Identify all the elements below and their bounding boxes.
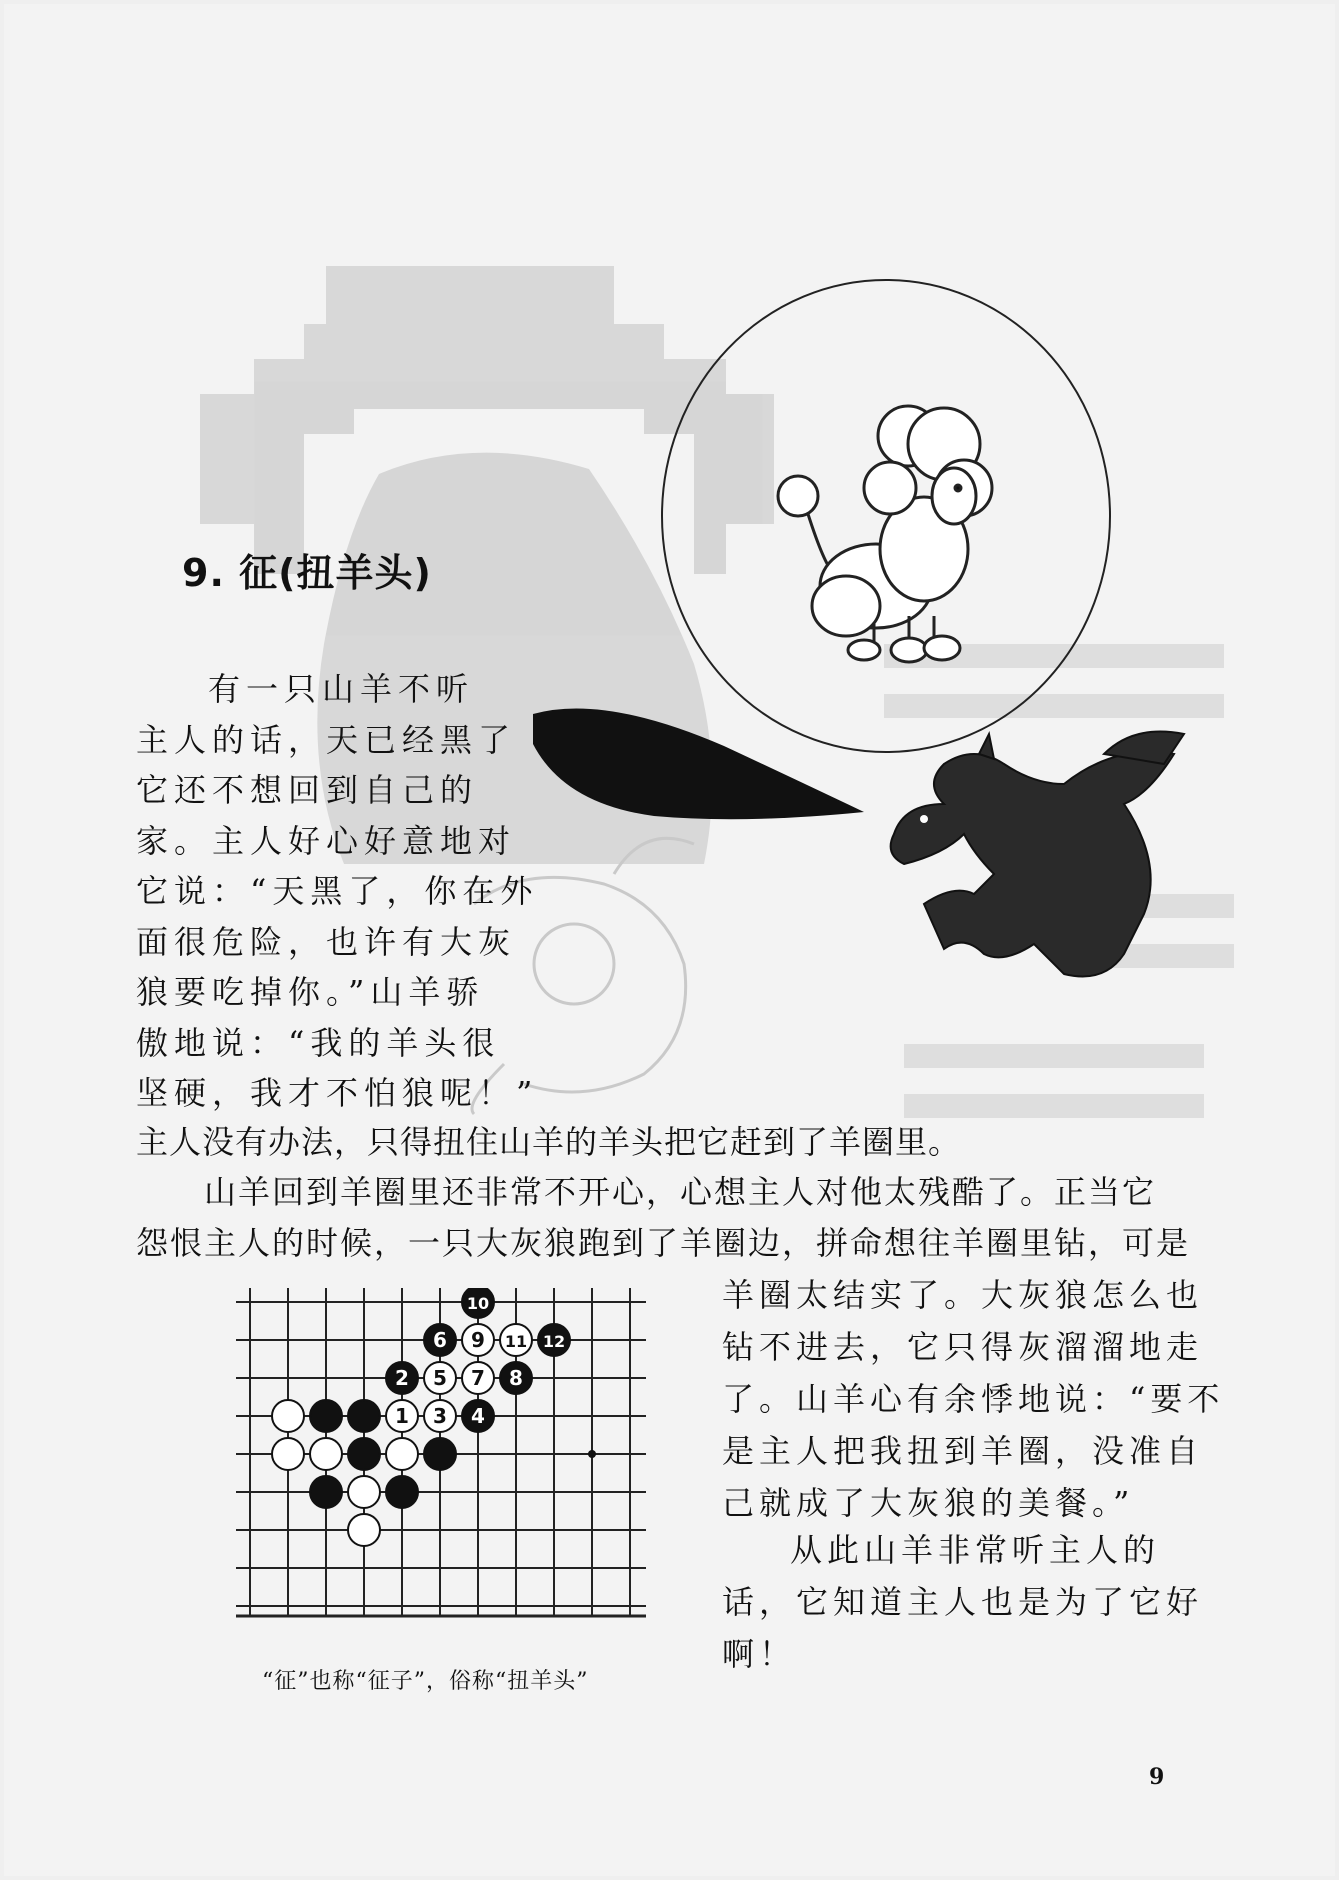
- black-stone: [386, 1362, 418, 1394]
- move-number: 9: [471, 1328, 485, 1352]
- diagram-caption: “征”也称“征子”，俗称“扭羊头”: [262, 1669, 589, 1694]
- section-heading: 9. 征(扭羊头): [182, 551, 432, 595]
- black-stone: [424, 1324, 456, 1356]
- white-stone: [462, 1324, 494, 1356]
- text-line: 了。山羊心有余悸地说：“要不: [722, 1380, 1225, 1418]
- text-line: 羊圈太结实了。大灰狼怎么也: [722, 1276, 1204, 1314]
- move-number: 4: [471, 1404, 485, 1428]
- black-stone: [348, 1400, 380, 1432]
- story-paragraph-2: [136, 1167, 1190, 1268]
- text-line: 话，它知道主人也是为了它好: [722, 1583, 1204, 1621]
- story-paragraph-1-end: [136, 1117, 961, 1168]
- white-stone: [500, 1324, 532, 1356]
- black-stone: [462, 1400, 494, 1432]
- move-number: 10: [466, 1294, 490, 1313]
- story-paragraph-4: [722, 1524, 1203, 1680]
- black-stone: [348, 1438, 380, 1470]
- move-number: 5: [433, 1366, 447, 1390]
- wolf-icon: [891, 732, 1184, 977]
- text-line: 家。主人好心好意地对: [136, 821, 517, 860]
- black-stone: [500, 1362, 532, 1394]
- black-stone: [310, 1476, 342, 1508]
- black-stone: [310, 1400, 342, 1432]
- text-line: 山羊回到羊圈里还非常不开心，心想主人对他太残酷了。正当它: [204, 1173, 1157, 1211]
- white-stone: [348, 1476, 380, 1508]
- black-stone: [424, 1438, 456, 1470]
- white-stone: [386, 1400, 418, 1432]
- text-line: 己就成了大灰狼的美餐。”: [722, 1484, 1135, 1522]
- poodle-icon: [778, 406, 992, 662]
- text-line: 主人的话，天已经黑了: [136, 720, 517, 759]
- page-number: 9: [1149, 1764, 1165, 1790]
- move-number: 7: [471, 1366, 485, 1390]
- move-number: 8: [509, 1366, 523, 1390]
- text-line: 傲地说：“我的羊头很: [136, 1023, 501, 1062]
- white-stone: [424, 1400, 456, 1432]
- story-paragraph-3: [722, 1269, 1224, 1529]
- text-line: 狼要吃掉你。”山羊骄: [136, 973, 485, 1011]
- white-stone: [348, 1514, 380, 1546]
- move-number: 12: [542, 1332, 566, 1351]
- text-line: 是主人把我扭到羊圈，没准自: [722, 1432, 1204, 1470]
- white-stone: [462, 1362, 494, 1394]
- page-sheet: [4, 4, 1335, 1876]
- text-line: 有一只山羊不听: [208, 670, 475, 708]
- white-stone: [386, 1438, 418, 1470]
- move-number: 3: [433, 1404, 447, 1428]
- text-line: 坚硬，我才不怕狼呢！”: [136, 1074, 539, 1112]
- white-stone: [424, 1362, 456, 1394]
- move-number: 2: [395, 1366, 409, 1390]
- text-line: 它还不想回到自己的: [136, 771, 479, 809]
- text-line: 它说：“天黑了，你在外: [136, 872, 539, 910]
- text-line: 钻不进去，它只得灰溜溜地走: [722, 1328, 1204, 1366]
- black-stone: [462, 1288, 494, 1318]
- story-paragraph-1: [136, 664, 539, 1119]
- white-stone: [272, 1438, 304, 1470]
- text-line: 面很危险，也许有大灰: [136, 922, 517, 961]
- black-stone: [538, 1324, 570, 1356]
- text-line: 主人没有办法，只得扭住山羊的羊头把它赶到了羊圈里。: [136, 1123, 962, 1161]
- star-point: [588, 1450, 596, 1458]
- white-stone: [272, 1400, 304, 1432]
- move-number: 11: [504, 1332, 528, 1351]
- text-line: 从此山羊非常听主人的: [790, 1531, 1161, 1569]
- go-board-diagram: [236, 1288, 646, 1628]
- black-stone: [386, 1476, 418, 1508]
- text-line: 啊！: [722, 1635, 797, 1673]
- text-line: 怨恨主人的时候，一只大灰狼跑到了羊圈边，拼命想往羊圈里钻，可是: [136, 1223, 1191, 1262]
- white-stone: [310, 1438, 342, 1470]
- move-number: 1: [395, 1404, 409, 1428]
- move-number: 6: [433, 1328, 447, 1352]
